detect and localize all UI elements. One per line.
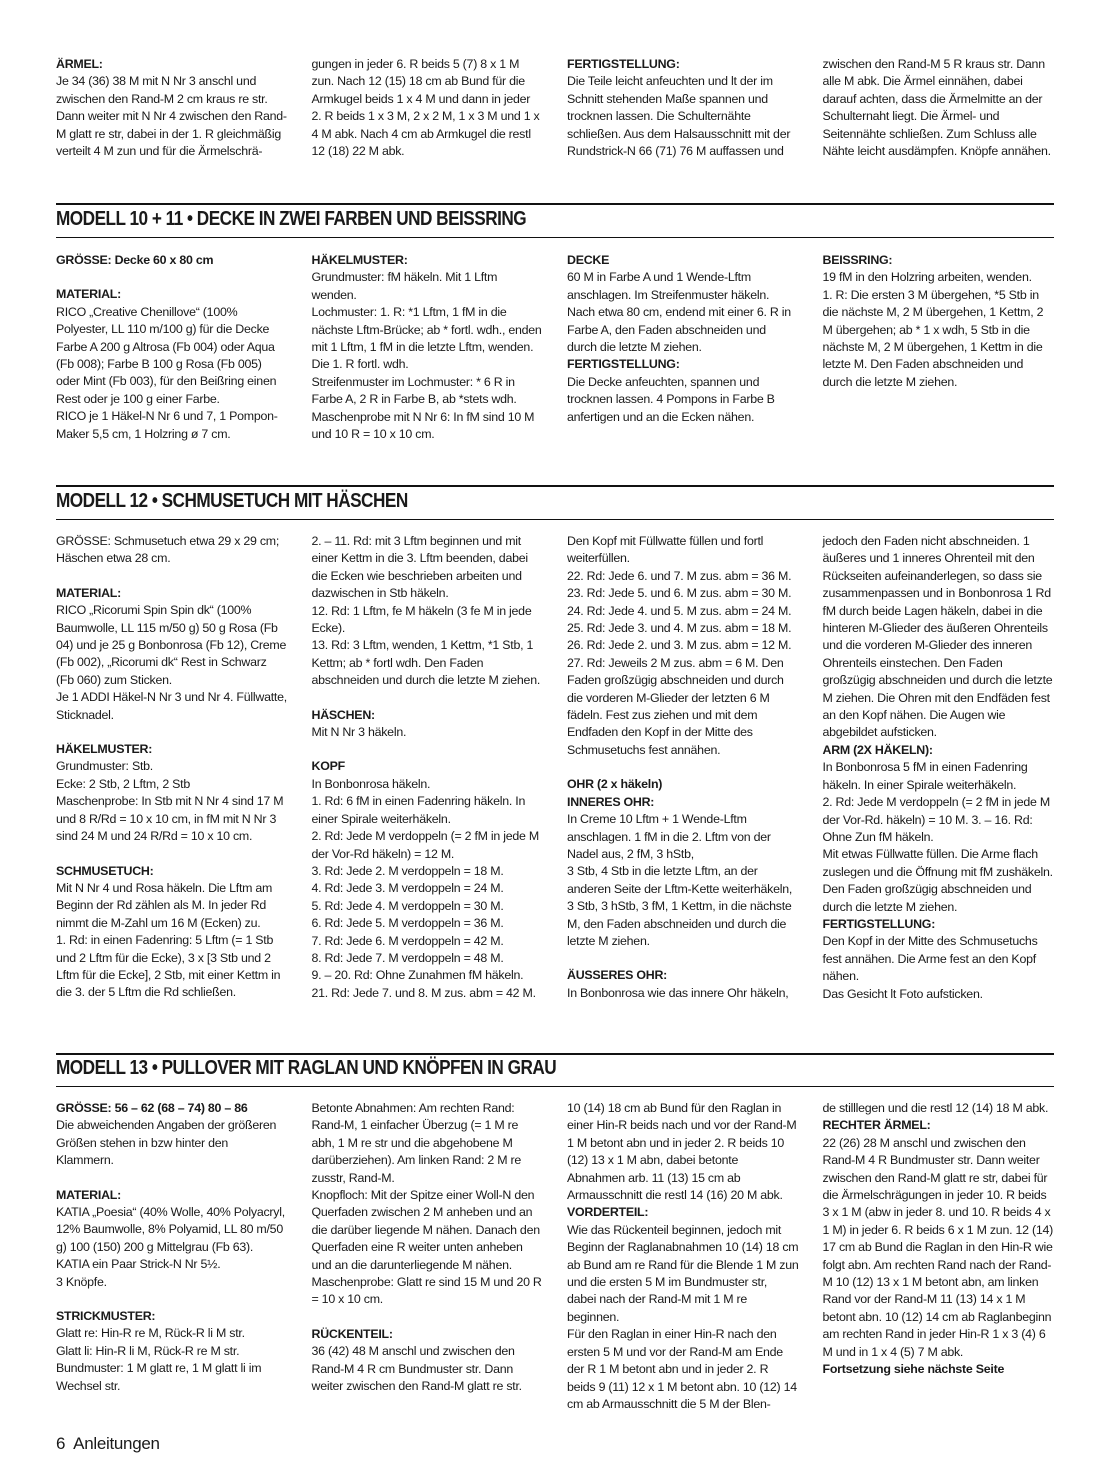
column — [567, 252, 799, 443]
paragraph: 1. Rd: 6 fM in einen Fadenring häkeln. In einer Spirale weiterhäkeln. — [311, 794, 526, 826]
section-title: MODELL 13 • PULLOVER MIT RAGLAN UND KNÖPFEN IN GRAU — [56, 1057, 557, 1079]
column — [56, 533, 288, 1003]
paragraph: 5. Rd: Jede 4. M verdoppeln = 30 M. — [311, 898, 504, 913]
subheading: GRÖSSE: 56 – 62 (68 – 74) 80 – 86 — [56, 1101, 248, 1115]
column — [567, 56, 799, 160]
paragraph: 1. R: Die ersten 3 M übergehen, *5 Stb in die nächste M, 2 M übergehen, 1 Kettm, 2 M übergehen; ab * 1 x wdh, 5 Stb in die nächste M, 2 M übergehen, 1 Kettm in die letzte M. Den Faden abschneiden und durch die letzte M ziehen. — [822, 287, 1044, 389]
subheading: GRÖSSE: Decke 60 x 80 cm — [56, 253, 214, 267]
subheading: HÄKELMUSTER: — [56, 742, 153, 757]
column — [312, 56, 544, 160]
paragraph: RICO je 1 Häkel-N Nr 6 und 7, 1 Pompon-Maker 5,5 cm, 1 Holzring ø 7 cm. — [56, 409, 278, 441]
section-10 — [56, 252, 1054, 443]
subheading: FERTIGSTELLUNG: — [822, 916, 936, 931]
spacer — [312, 690, 544, 707]
paragraph: 2. Rd: Jede M verdoppeln (= 2 fM in jede M der Vor-Rd häkeln) = 12 M. — [311, 829, 539, 861]
subheading: ÄRMEL: — [56, 57, 103, 71]
footer-section-label: Anleitungen — [73, 1434, 160, 1453]
paragraph: 2. – 11. Rd: mit 3 Lftm beginnen und mit einer Kettm in die 3. Lftm beenden, dabei die Ecken wie beschrieben arbeiten und dazwischen in Stb häkeln. — [311, 534, 528, 601]
paragraph: Betonte Abnahmen: Am rechten Rand: Rand-M, 1 einfacher Überzug (= 1 M re abh, 1 M re str und die abgehobene M darüberziehen). Am linken Rand: 2 M re zusstr, Rand-M. — [311, 1101, 522, 1185]
paragraph: Die Decke anfeuchten, spannen und trocknen lassen. 4 Pompons in Farbe B anfertigen und an die Ecken nähen. — [567, 374, 775, 424]
paragraph: In Creme 10 Lftm + 1 Wende-Lftm anschlagen. 1 fM in die 2. Lftm von der Nadel aus, 2 fM, 3 hStb, — [567, 812, 771, 861]
subheading: OHR (2 x häkeln) — [567, 777, 663, 792]
paragraph: Je 34 (36) 38 M mit N Nr 3 anschl und zwischen den Rand-M 2 cm kraus re str. Dann weiter mit N Nr 4 zwischen den Rand-M glatt re str, dabei in der 1. R gleichmäßig verteilt 4 M zun und für die Ärmelschrä- — [56, 74, 287, 159]
paragraph: 3 Knöpfe. — [56, 1274, 107, 1289]
paragraph: Mit N Nr 4 und Rosa häkeln. Die Lftm am Beginn der Rd zählen als M. In jeder Rd nimmt die M-Zahl um 16 M (Ecken) zu. — [56, 880, 273, 930]
paragraph: Maschenprobe mit N Nr 6: In fM sind 10 M und 10 R = 10 x 10 cm. — [311, 409, 535, 442]
section-title: MODELL 10 + 11 • DECKE IN ZWEI FARBEN UND BEISSRING — [56, 208, 527, 230]
column — [823, 56, 1055, 160]
subheading: INNERES OHR: — [567, 794, 655, 809]
column — [56, 252, 288, 443]
subheading: HÄKELMUSTER: — [311, 253, 408, 267]
paragraph: 3. Rd: Jede 2. M verdoppeln = 18 M. — [311, 863, 504, 878]
paragraph: 23. Rd: Jede 5. und 6. M zus. abm = 30 M. — [567, 586, 792, 601]
subheading: ÄUSSERES OHR: — [567, 968, 668, 983]
paragraph: Glatt re: Hin-R re M, Rück-R li M str. — [56, 1326, 245, 1341]
paragraph: RICO „Ricorumi Spin Spin dk“ (100% Baumwolle, LL 115 m/50 g) 50 g Rosa (Fb 04) und je 25 g Bonbonrosa (Fb 12), Creme (Fb 002), „Ricorumi dk“ Rest in Schwarz (Fb 060) zum Sticken. — [56, 603, 287, 687]
paragraph: KATIA ein Paar Strick-N Nr 5½. — [56, 1257, 221, 1272]
paragraph: 19 fM in den Holzring arbeiten, wenden. — [822, 270, 1032, 285]
paragraph: Mit etwas Füllwatte füllen. Die Arme flach zuslegen und die Öffnung mit fM zushäkeln. Den Faden großzügig abschneiden und durch die letzte M ziehen. — [822, 847, 1053, 914]
paragraph: 8. Rd: Jede 7. M verdoppeln = 48 M. — [311, 950, 504, 965]
subheading: FERTIGSTELLUNG: — [567, 57, 680, 71]
subheading: DECKE — [567, 253, 610, 267]
section-rule — [56, 237, 1054, 238]
section-rule — [56, 519, 1054, 520]
paragraph: Das Gesicht lt Foto aufsticken. — [822, 986, 983, 1001]
spacer — [56, 568, 288, 585]
page-footer — [56, 1434, 168, 1454]
paragraph: Streifenmuster im Lochmuster: * 6 R in Farbe A, 2 R in Farbe B, ab *stets wdh. — [311, 374, 517, 407]
subheading: SCHMUSETUCH: — [56, 863, 154, 878]
paragraph: 24. Rd: Jede 4. und 5. M zus. abm = 24 M. — [567, 603, 792, 618]
paragraph: Lochmuster: 1. R: *1 Lftm, 1 fM in die nächste Lftm-Brücke; ab * fortl. wdh., enden mit 1 Lftm, 1 fM in die letzte Lftm, wenden. Die 1. R fortl. wdh. — [311, 305, 542, 372]
paragraph: KATIA „Poesia“ (40% Wolle, 40% Polyacryl, 12% Baumwolle, 8% Polyamid, LL 80 m/50 g) 100 (150) 200 g Mittelgrau (Fb 63). — [56, 1205, 285, 1254]
paragraph: de stilllegen und die restl 12 (14) 18 M abk. — [822, 1101, 1049, 1115]
spacer — [567, 759, 799, 776]
paragraph: 2. Rd: Jede M verdoppeln (= 2 fM in jede M der Vor-Rd. häkeln) = 10 M. 3. – 16. Rd: Ohne Zun fM häkeln. — [822, 795, 1050, 844]
paragraph: Je 1 ADDI Häkel-N Nr 3 und Nr 4. Füllwatte, Sticknadel. — [56, 690, 287, 722]
paragraph: Wie das Rückenteil beginnen, jedoch mit Beginn der Raglanabnahmen 10 (14) 18 cm ab Bund am re Rand für die Blende 1 M zun und die ersten 5 M im Bundmuster str, dabei nach der Rand-M mit 1 M re beginnen. — [567, 1222, 799, 1324]
spacer — [56, 1291, 288, 1308]
paragraph: 9. – 20. Rd: Ohne Zunahmen fM häkeln. — [311, 968, 524, 983]
paragraph: Den Kopf mit Füllwatte füllen und fortl weiterfüllen. — [567, 534, 764, 566]
spacer — [56, 724, 288, 741]
paragraph: Grundmuster: Stb. — [56, 759, 153, 774]
top-section — [56, 56, 1054, 160]
paragraph: Den Kopf in der Mitte des Schmusetuchs fest annähen. Die Arme fest an den Kopf nähen. — [822, 934, 1038, 984]
paragraph: Grundmuster: fM häkeln. Mit 1 Lftm wenden. — [311, 270, 498, 302]
spacer — [312, 1309, 544, 1326]
subheading: ARM (2X HÄKELN): — [822, 742, 933, 757]
paragraph: 27. Rd: Jeweils 2 M zus. abm = 6 M. Den Faden großzügig abschneiden und durch die vorderen M-Glieder der letzten 6 M fädeln. Fest zus ziehen und mit dem Endfaden den Kopf in der Mitte des Schmusetuchs fest annähen. — [567, 655, 784, 757]
page-number: 6 — [56, 1434, 66, 1453]
paragraph: 12. Rd: 1 Lftm, fe M häkeln (3 fe M in jede Ecke). — [311, 603, 532, 636]
subheading: HÄSCHEN: — [311, 707, 375, 722]
paragraph: Mit N Nr 3 häkeln. — [311, 725, 407, 740]
paragraph: 22 (26) 28 M anschl und zwischen den Rand-M 4 R Bundmuster str. Dann weiter zwischen den Rand-M glatt re str, dabei für die Ärmelschrägungen in jeder 10. R beids 3 x 1 M (abw in jeder 8. und 10. R beids 4 x 1 M) in jeder 6. R beids 6 x 1 M zun. 12 (14) 17 cm ab Bund die Raglan in den Hin-R wie folgt abn. Am rechten Rand nach der Rand-M 10 (12) 13 x 1 M betont abn, am linken Rand vor der Rand-M 11 (13) 14 x 1 M betont abn. 10 (12) 14 cm ab Raglanbeginn am rechten Rand in jeder Hin-R 1 x 3 (4) 6 M und in 1 x 4 (5) 7 M abk. — [822, 1135, 1053, 1359]
column — [312, 533, 544, 1003]
subheading: BEISSRING: — [822, 253, 893, 267]
subheading: VORDERTEIL: — [567, 1205, 649, 1220]
spacer — [56, 269, 288, 286]
column — [823, 533, 1055, 1003]
paragraph: 22. Rd: Jede 6. und 7. M zus. abm = 36 M. — [567, 568, 792, 583]
subheading: RÜCKENTEIL: — [311, 1326, 393, 1341]
paragraph: GRÖSSE: Schmusetuch etwa 29 x 29 cm; Häschen etwa 28 cm. — [56, 534, 280, 566]
subheading: RECHTER ÄRMEL: — [822, 1118, 931, 1133]
paragraph: RICO „Creative Chenillove“ (100% Polyester, LL 110 m/100 g) für die Decke Farbe A 200 g Altrosa (Fb 004) oder Aqua (Fb 008); Farbe B 100 g Rosa (Fb 005) oder Mint (Fb 003), für den Beißring einen Rest oder je 100 g einer Farbe. — [56, 304, 277, 406]
column — [312, 252, 544, 443]
paragraph: In Bonbonrosa 5 fM in einen Fadenring häkeln. In einer Spirale weiterhäkeln. — [822, 760, 1028, 792]
paragraph: Maschenprobe: In Stb mit N Nr 4 sind 17 M und 8 R/Rd = 10 x 10 cm, in fM mit N Nr 3 sind 24 M und 24 R/Rd = 10 x 10 cm. — [56, 794, 284, 844]
subheading: KOPF — [311, 759, 345, 774]
spacer — [567, 950, 799, 967]
column — [56, 1100, 288, 1413]
paragraph: 4. Rd: Jede 3. M verdoppeln = 24 M. — [311, 881, 504, 896]
paragraph: Ecke: 2 Stb, 2 Lftm, 2 Stb — [56, 776, 190, 791]
column — [56, 56, 288, 160]
paragraph: jedoch den Faden nicht abschneiden. 1 äußeres und 1 inneres Ohrenteil mit den Rückseiten aufeinanderlegen, so dass sie zusammenpassen und in Bonbonrosa 1 Rd fM durch beide Lagen häkeln, dabei in die hinteren M-Glieder des äußeren Ohrenteils und die vorderen M-Glieder des inneren Ohrenteils einstechen. Den Faden großzügig abschneiden und durch die letzte M ziehen. Die Ohren mit den Endfäden fest an den Kopf nähen. Die Augen wie abgebildet aufsticken. — [822, 534, 1053, 740]
paragraph: Glatt li: Hin-R li M, Rück-R re M str. — [56, 1343, 240, 1358]
paragraph: Die abweichenden Angaben der größeren Größen stehen in bzw hinter den Klammern. — [56, 1118, 277, 1168]
section-rule — [56, 485, 1054, 487]
paragraph: zwischen den Rand-M 5 R kraus str. Dann alle M abk. Die Ärmel einnähen, dabei darauf achten, dass die Ärmelmitte an der Schulternaht liegt. Die Ärmel- und Seitennähte schließen. Zum Schluss alle Nähte leicht ausdämpfen. Knöpfe annähen. — [822, 57, 1051, 159]
page — [56, 0, 1054, 1476]
paragraph: In Bonbonrosa häkeln. — [311, 776, 431, 791]
column — [567, 1100, 799, 1413]
spacer — [56, 1170, 288, 1187]
column — [823, 252, 1055, 443]
paragraph: Bundmuster: 1 M glatt re, 1 M glatt li im Wechsel str. — [56, 1361, 262, 1393]
paragraph: 21. Rd: Jede 7. und 8. M zus. abm = 42 M. — [311, 985, 536, 1000]
paragraph: In Bonbonrosa wie das innere Ohr häkeln, — [567, 985, 789, 1000]
spacer — [56, 846, 288, 863]
subheading: STRICKMUSTER: — [56, 1309, 156, 1324]
paragraph: gungen in jeder 6. R beids 5 (7) 8 x 1 M zun. Nach 12 (15) 18 cm ab Bund für die Armkugel beids 1 x 4 M und dann in jeder 2. R beids 1 x 3 M, 2 x 2 M, 1 x 3 M und 1 x 4 M abk. Nach 4 cm ab Armkugel die restl 12 (18) 22 M abk. — [311, 57, 540, 159]
section-13 — [56, 1100, 1054, 1413]
section-12 — [56, 533, 1054, 1003]
paragraph: 10 (14) 18 cm ab Bund für den Raglan in einer Hin-R beids nach und vor der Rand-M 1 M betont abn und in jeder 2. R beids 10 (12) 13 x 1 M abn, dabei betonte Abnahmen arb. 11 (13) 15 cm ab Armausschnitt die restl 14 (16) 20 M abk. — [567, 1101, 797, 1203]
subheading: FERTIGSTELLUNG: — [567, 357, 680, 372]
paragraph: 26. Rd: Jede 2. und 3. M zus. abm = 12 M. — [567, 638, 792, 653]
subheading: MATERIAL: — [56, 1187, 121, 1202]
column — [567, 533, 799, 1003]
paragraph: 7. Rd: Jede 6. M verdoppeln = 42 M. — [311, 933, 504, 948]
paragraph: 60 M in Farbe A und 1 Wende-Lftm anschlagen. Im Streifenmuster häkeln. Nach etwa 80 cm, endend mit einer 6. R in Farbe A, den Faden abschneiden und durch die letzte M ziehen. — [567, 270, 791, 355]
section-rule — [56, 1086, 1054, 1087]
paragraph: Maschenprobe: Glatt re sind 15 M und 20 R = 10 x 10 cm. — [311, 1275, 542, 1307]
section-rule — [56, 203, 1054, 205]
paragraph: Knopfloch: Mit der Spitze einer Woll-N den Querfaden zwischen 2 M anheben und an die darüber liegende M nähen. Danach den Querfaden eine R weiter unten anheben und an die darunterliegende M nähen. — [311, 1188, 540, 1272]
paragraph: 13. Rd: 3 Lftm, wenden, 1 Kettm, *1 Stb, 1 Kettm; ab * fortl wdh. Den Faden abschneiden und durch die letzte M ziehen. — [311, 638, 541, 688]
column — [823, 1100, 1055, 1413]
spacer — [312, 741, 544, 758]
paragraph: 25. Rd: Jede 3. und 4. M zus. abm = 18 M. — [567, 621, 792, 636]
paragraph: Für den Raglan in einer Hin-R nach den ersten 5 M und vor der Rand-M am Ende der R 1 M betont abn und in jeder 2. R beids 9 (11) 12 x 1 M betont abn. 10 (12) 14 cm ab Armausschnitt die 5 M der Blen- — [567, 1327, 797, 1411]
paragraph: Die Teile leicht anfeuchten und lt der im Schnitt stehenden Maße spannen und trocknen lassen. Die Schulternähte schließen. Aus dem Halsausschnitt mit der Rundstrick-N 66 (71) 76 M auffassen und — [567, 74, 791, 159]
paragraph: 1. Rd: in einen Fadenring: 5 Lftm (= 1 Stb und 2 Lftm für die Ecke), 3 x [3 Stb und 2 Lftm für die Ecke], 2 Stb, mit einer Kettm in die 3. der 5 Lftm die Rd schließen. — [56, 933, 281, 1000]
subheading: MATERIAL: — [56, 287, 121, 302]
paragraph: 36 (42) 48 M anschl und zwischen den Rand-M 4 R cm Bundmuster str. Dann weiter zwischen den Rand-M glatt re str. — [311, 1344, 522, 1394]
paragraph: 6. Rd: Jede 5. M verdoppeln = 36 M. — [311, 916, 504, 931]
subheading: MATERIAL: — [56, 585, 121, 600]
section-rule — [56, 1053, 1054, 1055]
column — [312, 1100, 544, 1413]
paragraph: 3 Stb, 4 Stb in die letzte Lftm, an der anderen Seite der Lftm-Kette weiterhäkeln, 3 Stb, 3 hStb, 3 fM, 1 Kettm, in die nächste M, den Faden abschneiden und durch die letzte M ziehen. — [567, 864, 793, 948]
subheading: Fortsetzung siehe nächste Seite — [822, 1362, 1005, 1377]
section-title: MODELL 12 • SCHMUSETUCH MIT HÄSCHEN — [56, 490, 408, 512]
